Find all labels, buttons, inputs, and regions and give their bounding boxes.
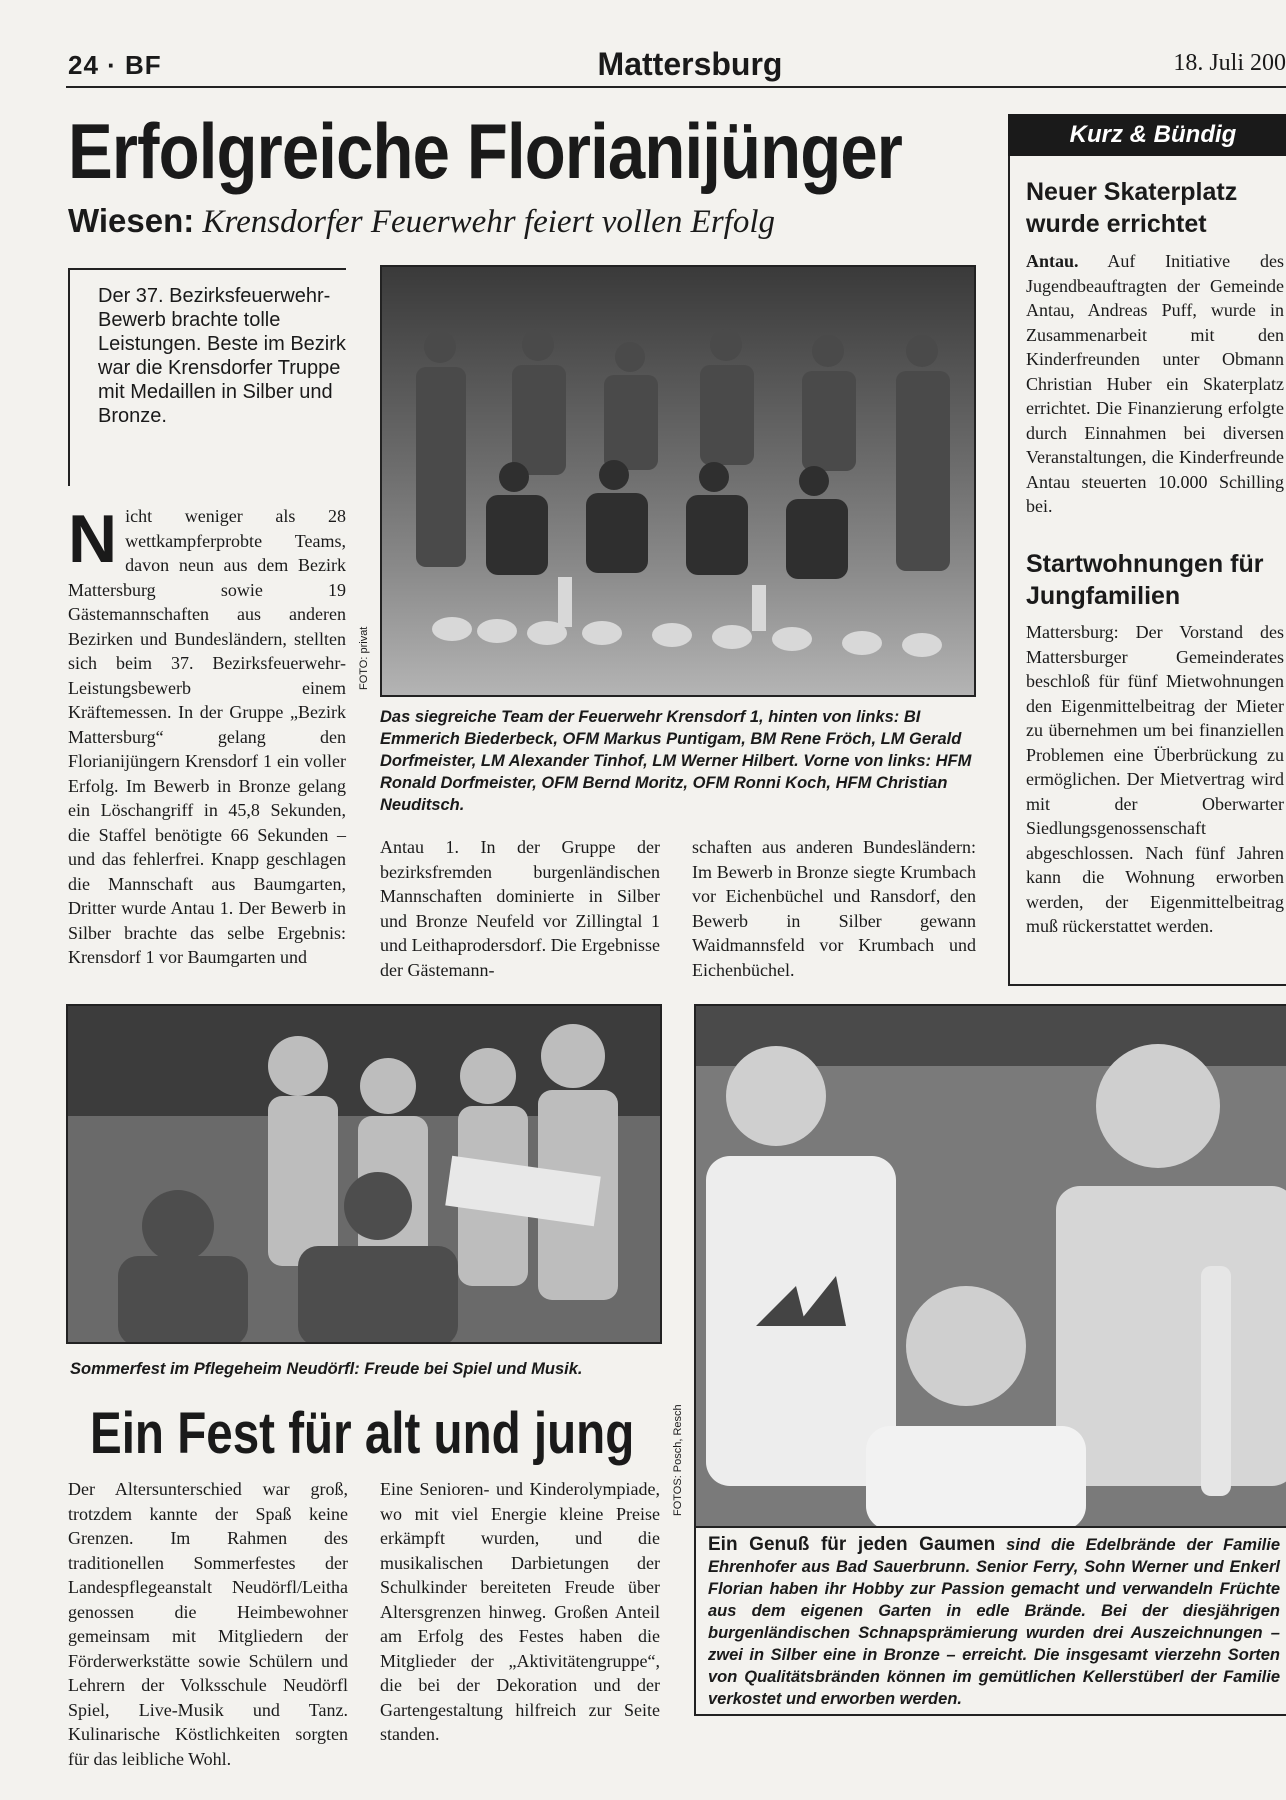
edelbrand-photo bbox=[694, 1004, 1286, 1528]
edelbrand-photo-image bbox=[696, 1006, 1286, 1528]
team-photo-caption: Das siegreiche Team der Feuerwehr Krensdorf 1, hinten von links: BI Emmerich Biederbeck, OFM Markus Puntigam, BM Rene Fröch, LM Gerald Dorfmeister, LM Alexander Tinhof, LM Werner Hilbert. Vorne von links: HFM Ronald Dorfmeister, OFM Bernd Moritz, OFM Ronni Koch, HFM Christian Neuditsch. bbox=[380, 708, 972, 814]
fest-headline: Ein Fest für alt und jung bbox=[90, 1401, 635, 1466]
drop-cap: N bbox=[68, 501, 118, 577]
sommerfest-photo-image bbox=[68, 1006, 662, 1344]
issue-date: 18. Juli 200 bbox=[1173, 50, 1286, 76]
column-1-text: icht weniger als 28 wettkampferprobte Teams, davon neun aus dem Bezirk Mattersburg sowie 19 Gästemannschaften aus anderen Bezirken und Bundesländern, stellten sich beim 37. Bezirksfeuerwehr-Leistungsbewerb einem Kräftemessen. In der Gruppe „Bezirk Mattersburg“ gelang den Florianijüngern Krensdorf 1 ein voller Erfolg. Im Bewerb in Bronze gelang ein Löschangriff in 45,8 Sekunden, die Staffel benötigte 66 Sekunden – und das fehlerfrei. Knapp geschlagen die Mannschaft aus Baumgarten, Dritter wurde Antau 1. Der Bewerb in Silber brachte das selbe Ergebnis: Krensdorf 1 vor Baumgarten und bbox=[68, 506, 346, 967]
photo-credit: FOTO: privat bbox=[358, 626, 370, 690]
sidebar-title: Kurz & Bündig bbox=[1008, 114, 1286, 156]
fest-column-2 bbox=[380, 1477, 660, 1747]
sidebar-item-1 bbox=[1026, 249, 1284, 519]
sidebar-item-1-text: Auf Initiative des Jugendbeauftragten der Gemeinde Antau, Andreas Puff, wurde in Zusammenarbeit mit den Kinderfreunden unter Obmann Christian Huber ein Skaterplatz errichtet. Die Finanzierung erfolgte durch Einnahmen bei diversen Veranstaltungen, die Kinderfreunde Antau steuerten 10.000 Schilling bei. bbox=[1026, 251, 1284, 516]
section-title: Mattersburg bbox=[597, 46, 783, 82]
column-2-text: Antau 1. In der Gruppe der bezirksfremden burgenländischen Mannschaften dominierte in Silber und Bronze Neufeld vor Zillingtal 1 und Leithaprodersdorf. Die Ergebnisse der Gästemann- bbox=[380, 837, 660, 980]
article-column-2 bbox=[380, 835, 660, 982]
sidebar-item-1-place: Antau. bbox=[1026, 251, 1079, 271]
fest-column-2-text: Eine Senioren- und Kinderolympiade, wo mit viel Energie kleine Preise erkämpft wurden, und die musikalischen Darbietungen der Schulkinder bereiteten Freude über Altersgrenzen hinweg. Großen Anteil am Erfolg des Festes haben die Mitglieder der „Aktivitätengruppe“, die bei der Dekoration und der Gartengestaltung hilfreich zur Seite standen. bbox=[380, 1479, 660, 1744]
sommerfest-caption: Sommerfest im Pflegeheim Neudörfl: Freude bei Spiel und Musik. bbox=[70, 1360, 583, 1378]
subhead-place: Wiesen: bbox=[68, 202, 195, 239]
fest-photo-credit: FOTOS: Posch, Resch bbox=[672, 1404, 684, 1516]
sommerfest-photo bbox=[66, 1004, 662, 1344]
edelbrand-caption-title: Ein Genuß für jeden Gaumen bbox=[708, 1534, 996, 1555]
article-headline: Erfolgreiche Florianijünger bbox=[68, 107, 903, 195]
sidebar-item-2-title: Startwohnungen für Jungfamilien bbox=[1026, 550, 1264, 610]
subhead-text: Krensdorfer Feuerwehr feiert vollen Erfolg bbox=[202, 204, 776, 240]
fest-column-1 bbox=[68, 1477, 348, 1771]
fest-column-1-text: Der Altersunterschied war groß, trotzdem kannte der Spaß keine Grenzen. Im Rahmen des traditionellen Sommerfestes der Landespflegeanstalt Neudörfl/Leitha genossen die Heimbewohner gemeinsam mit Mitgliedern der Förderwerkstätte sowie Schülern und Lehrern der Volksschule Neudörfl Spiel, Live-Musik und Tanz. Kulinarische Köstlichkeiten sorgten für das leibliche Wohl. bbox=[68, 1479, 348, 1769]
edelbrand-caption-text: sind die Edelbrände der Familie Ehrenhofer aus Bad Sauerbrunn. Senior Ferry, Sohn Werner und Enkerl Florian haben ihr Hobby zur Passion gemacht und verwandeln Früchte aus dem eigenen Garten in edle Brände. Bei der diesjährigen burgenländischen Schnapsprämierung wurden drei Auszeichnungen – zwei in Silber eine in Bronze – erreicht. Die insgesamt vierzehn Sorten von Qualitätsbränden können im gemütlichen Kellerstüberl der Familie verkostet und erworben werden. bbox=[708, 1536, 1281, 1708]
lead-text: Der 37. Bezirksfeuerwehr-Bewerb brachte tolle Leistungen. Beste im Bezirk war die Krensdorfer Truppe mit Medaillen in Silber und Bronze. bbox=[98, 285, 346, 427]
sidebar-item-1-title: Neuer Skaterplatz wurde errichtet bbox=[1026, 178, 1238, 238]
article-column-3 bbox=[692, 835, 976, 982]
lead-box bbox=[68, 268, 346, 486]
column-3-text: schaften aus anderen Bundesländern: Im Bewerb in Bronze siegte Krumbach vor Eichenbüchel und Ransdorf, den Bewerb in Silber gewann Waidmannsfeld vor Krumbach und Eichenbüchel. bbox=[692, 837, 976, 980]
article-subhead bbox=[68, 202, 775, 241]
team-photo bbox=[380, 265, 976, 697]
sidebar-item-2-text: Mattersburg: Der Vorstand des Mattersburger Gemeinderates beschloß für fünf Mietwohnungen den Eigenmittelbeitrag der Mieter zu übernehmen um bei finanziellen Problemen eine Überbrückung zu ermöglichen. Der Mietvertrag wird mit der Oberwarter Siedlungsgenossenschaft abgeschlossen. Nach fünf Jahren kann die Wohnung erworben werden, der Eigenmittelbeitrag muß rückerstattet werden. bbox=[1026, 622, 1284, 936]
article-column-1 bbox=[68, 501, 346, 970]
team-photo-image bbox=[382, 267, 976, 697]
edelbrand-caption-box bbox=[694, 1528, 1286, 1716]
edelbrand-caption bbox=[708, 1534, 1280, 1710]
page-number: 24 · BF bbox=[68, 50, 162, 80]
header-rule bbox=[66, 86, 1286, 88]
